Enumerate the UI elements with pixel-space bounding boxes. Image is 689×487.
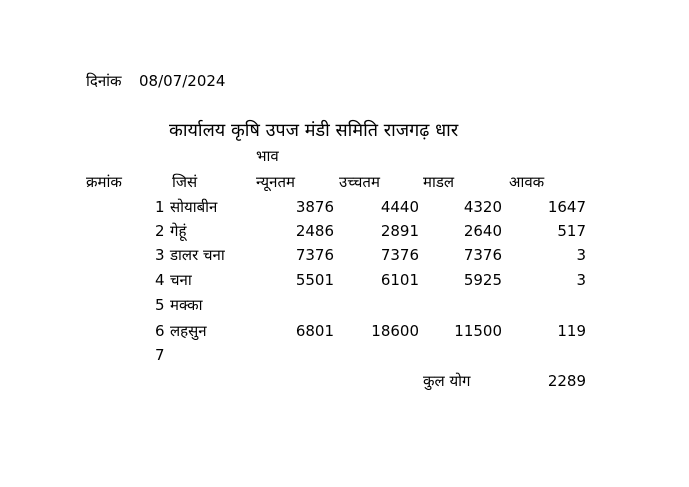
row-modal: 4320 [463,198,502,216]
date-label: दिनांक [86,72,122,90]
row-arrival: 3 [576,246,586,264]
row-commodity: लहसुन [170,322,207,340]
row-arrival: 119 [557,322,586,340]
row-serial: 5 [155,296,165,314]
row-max: 7376 [380,246,419,264]
page-title: कार्यालय कृषि उपज मंडी समिति राजगढ़ धार [169,120,459,141]
row-commodity: सोयाबीन [170,198,218,216]
row-arrival: 3 [576,271,586,289]
row-serial: 7 [155,346,165,364]
row-min: 3876 [295,198,334,216]
row-serial: 6 [155,322,165,340]
row-commodity: चना [170,271,192,289]
row-max: 4440 [380,198,419,216]
total-value: 2289 [547,372,586,390]
row-arrival: 1647 [547,198,586,216]
header-arrival: आवक [509,173,545,191]
row-min: 2486 [295,222,334,240]
row-commodity: मक्का [170,296,203,314]
row-modal: 5925 [463,271,502,289]
row-commodity: डालर चना [170,246,225,264]
row-arrival: 517 [557,222,586,240]
date-value: 08/07/2024 [139,72,226,90]
row-commodity: गेहूं [170,222,187,240]
header-rate-group: भाव [256,147,279,165]
row-max: 6101 [380,271,419,289]
row-serial: 2 [155,222,165,240]
row-modal: 7376 [463,246,502,264]
row-modal: 11500 [454,322,502,340]
row-modal: 2640 [463,222,502,240]
row-max: 2891 [380,222,419,240]
row-min: 6801 [295,322,334,340]
header-serial: क्रमांक [86,173,122,191]
row-min: 5501 [295,271,334,289]
total-label: कुल योग [423,372,471,390]
header-min: न्यूनतम [256,173,295,191]
header-modal: माडल [423,173,455,191]
row-min: 7376 [295,246,334,264]
header-max: उच्चतम [339,173,380,191]
row-serial: 3 [155,246,165,264]
row-serial: 1 [155,198,165,216]
header-commodity: जिसं [172,173,198,191]
row-max: 18600 [371,322,419,340]
row-serial: 4 [155,271,165,289]
